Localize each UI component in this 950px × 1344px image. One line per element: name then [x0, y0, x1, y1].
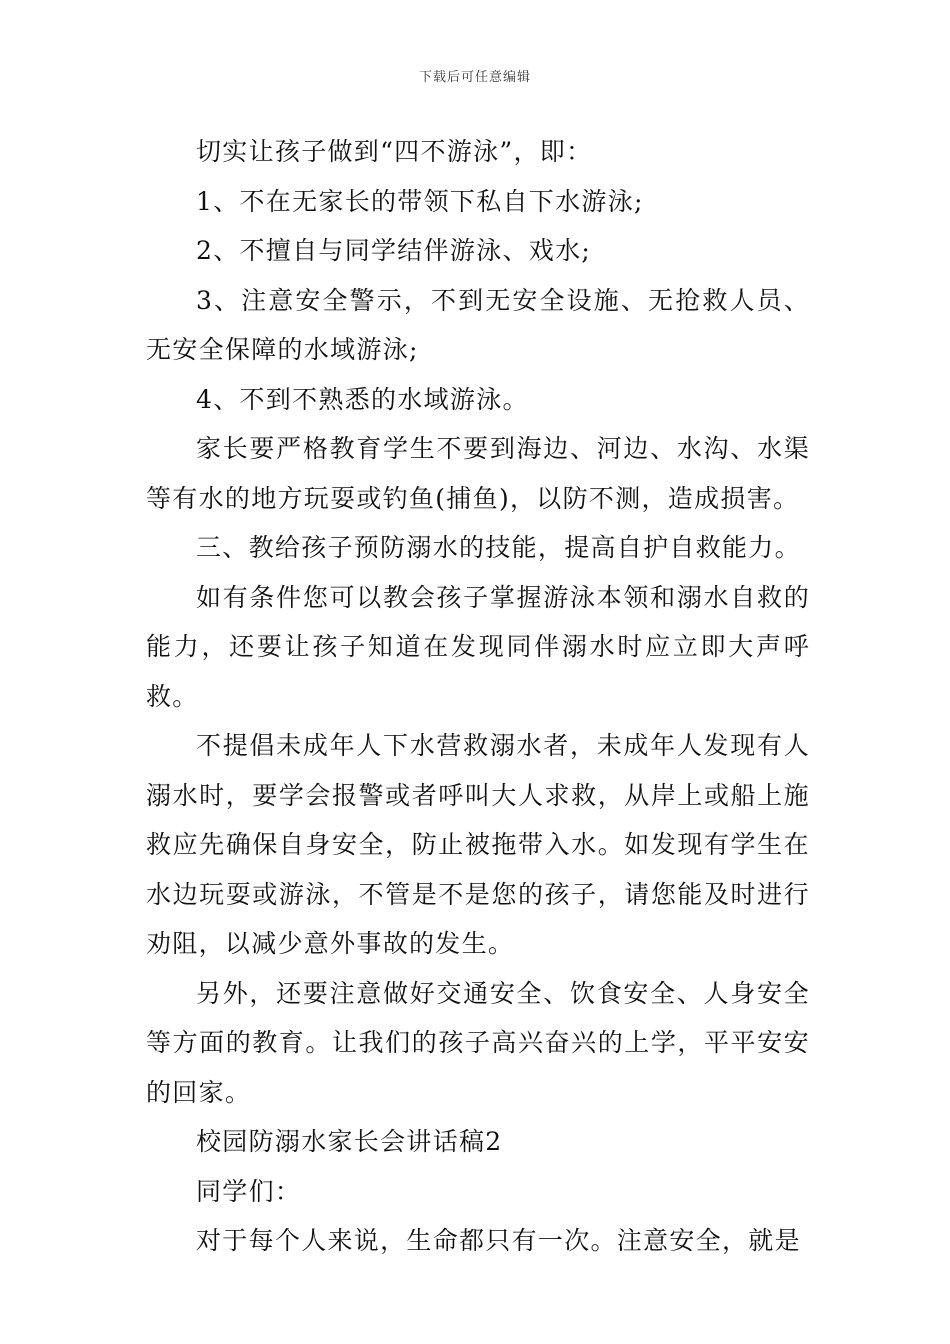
- paragraph-rescue-advice: 不提倡未成年人下水营救溺水者，未成年人发现有人溺水时，要学会报警或者呼叫大人求救，从岸上或船上施救应先确保自身安全，防止被拖带入水。如发现有学生在水边玩耍或游泳，不管是不是您的孩子，请您能及时进行劝阻，以减少意外事故的发生。: [146, 731, 810, 958]
- paragraph-other-safety: 另外，还要注意做好交通安全、饮食安全、人身安全等方面的教育。让我们的孩子高兴奋兴的上学，平平安安的回家。: [146, 978, 810, 1107]
- paragraph-teach-swimming: 如有条件您可以教会孩子掌握游泳本领和溺水自救的能力，还要让孩子知道在发现同伴溺水时应立即大声呼救。: [146, 582, 810, 711]
- paragraph-parent-education: 家长要严格教育学生不要到海边、河边、水沟、水渠等有水的地方玩耍或钓鱼(捕鱼)，以防不测，造成损害。: [146, 434, 810, 513]
- paragraph-greeting: 同学们：: [196, 1176, 302, 1206]
- paragraph-four-no-swimming: 切实让孩子做到“四不游泳”，即：: [196, 137, 593, 166]
- paragraph-rule-3: 3、注意安全警示，不到无安全设施、无抢救人员、无安全保障的水域游泳;: [146, 285, 810, 364]
- page-header: 下载后可任意编辑: [418, 70, 531, 85]
- paragraph-rule-1: 1、不在无家长的带领下私自下水游泳;: [196, 186, 644, 216]
- document-body: [146, 127, 810, 1266]
- paragraph-rule-4: 4、不到不熟悉的水域游泳。: [196, 384, 529, 414]
- paragraph-speech-title-2: 校园防溺水家长会讲话稿2: [196, 1127, 503, 1156]
- paragraph-rule-2: 2、不擅自与同学结伴游泳、戏水;: [196, 236, 592, 265]
- paragraph-life-once: 对于每个人来说，生命都只有一次。注意安全，就是: [196, 1226, 801, 1255]
- paragraph-section-three: 三、教给孩子预防溺水的技能，提高自护自救能力。: [196, 533, 801, 562]
